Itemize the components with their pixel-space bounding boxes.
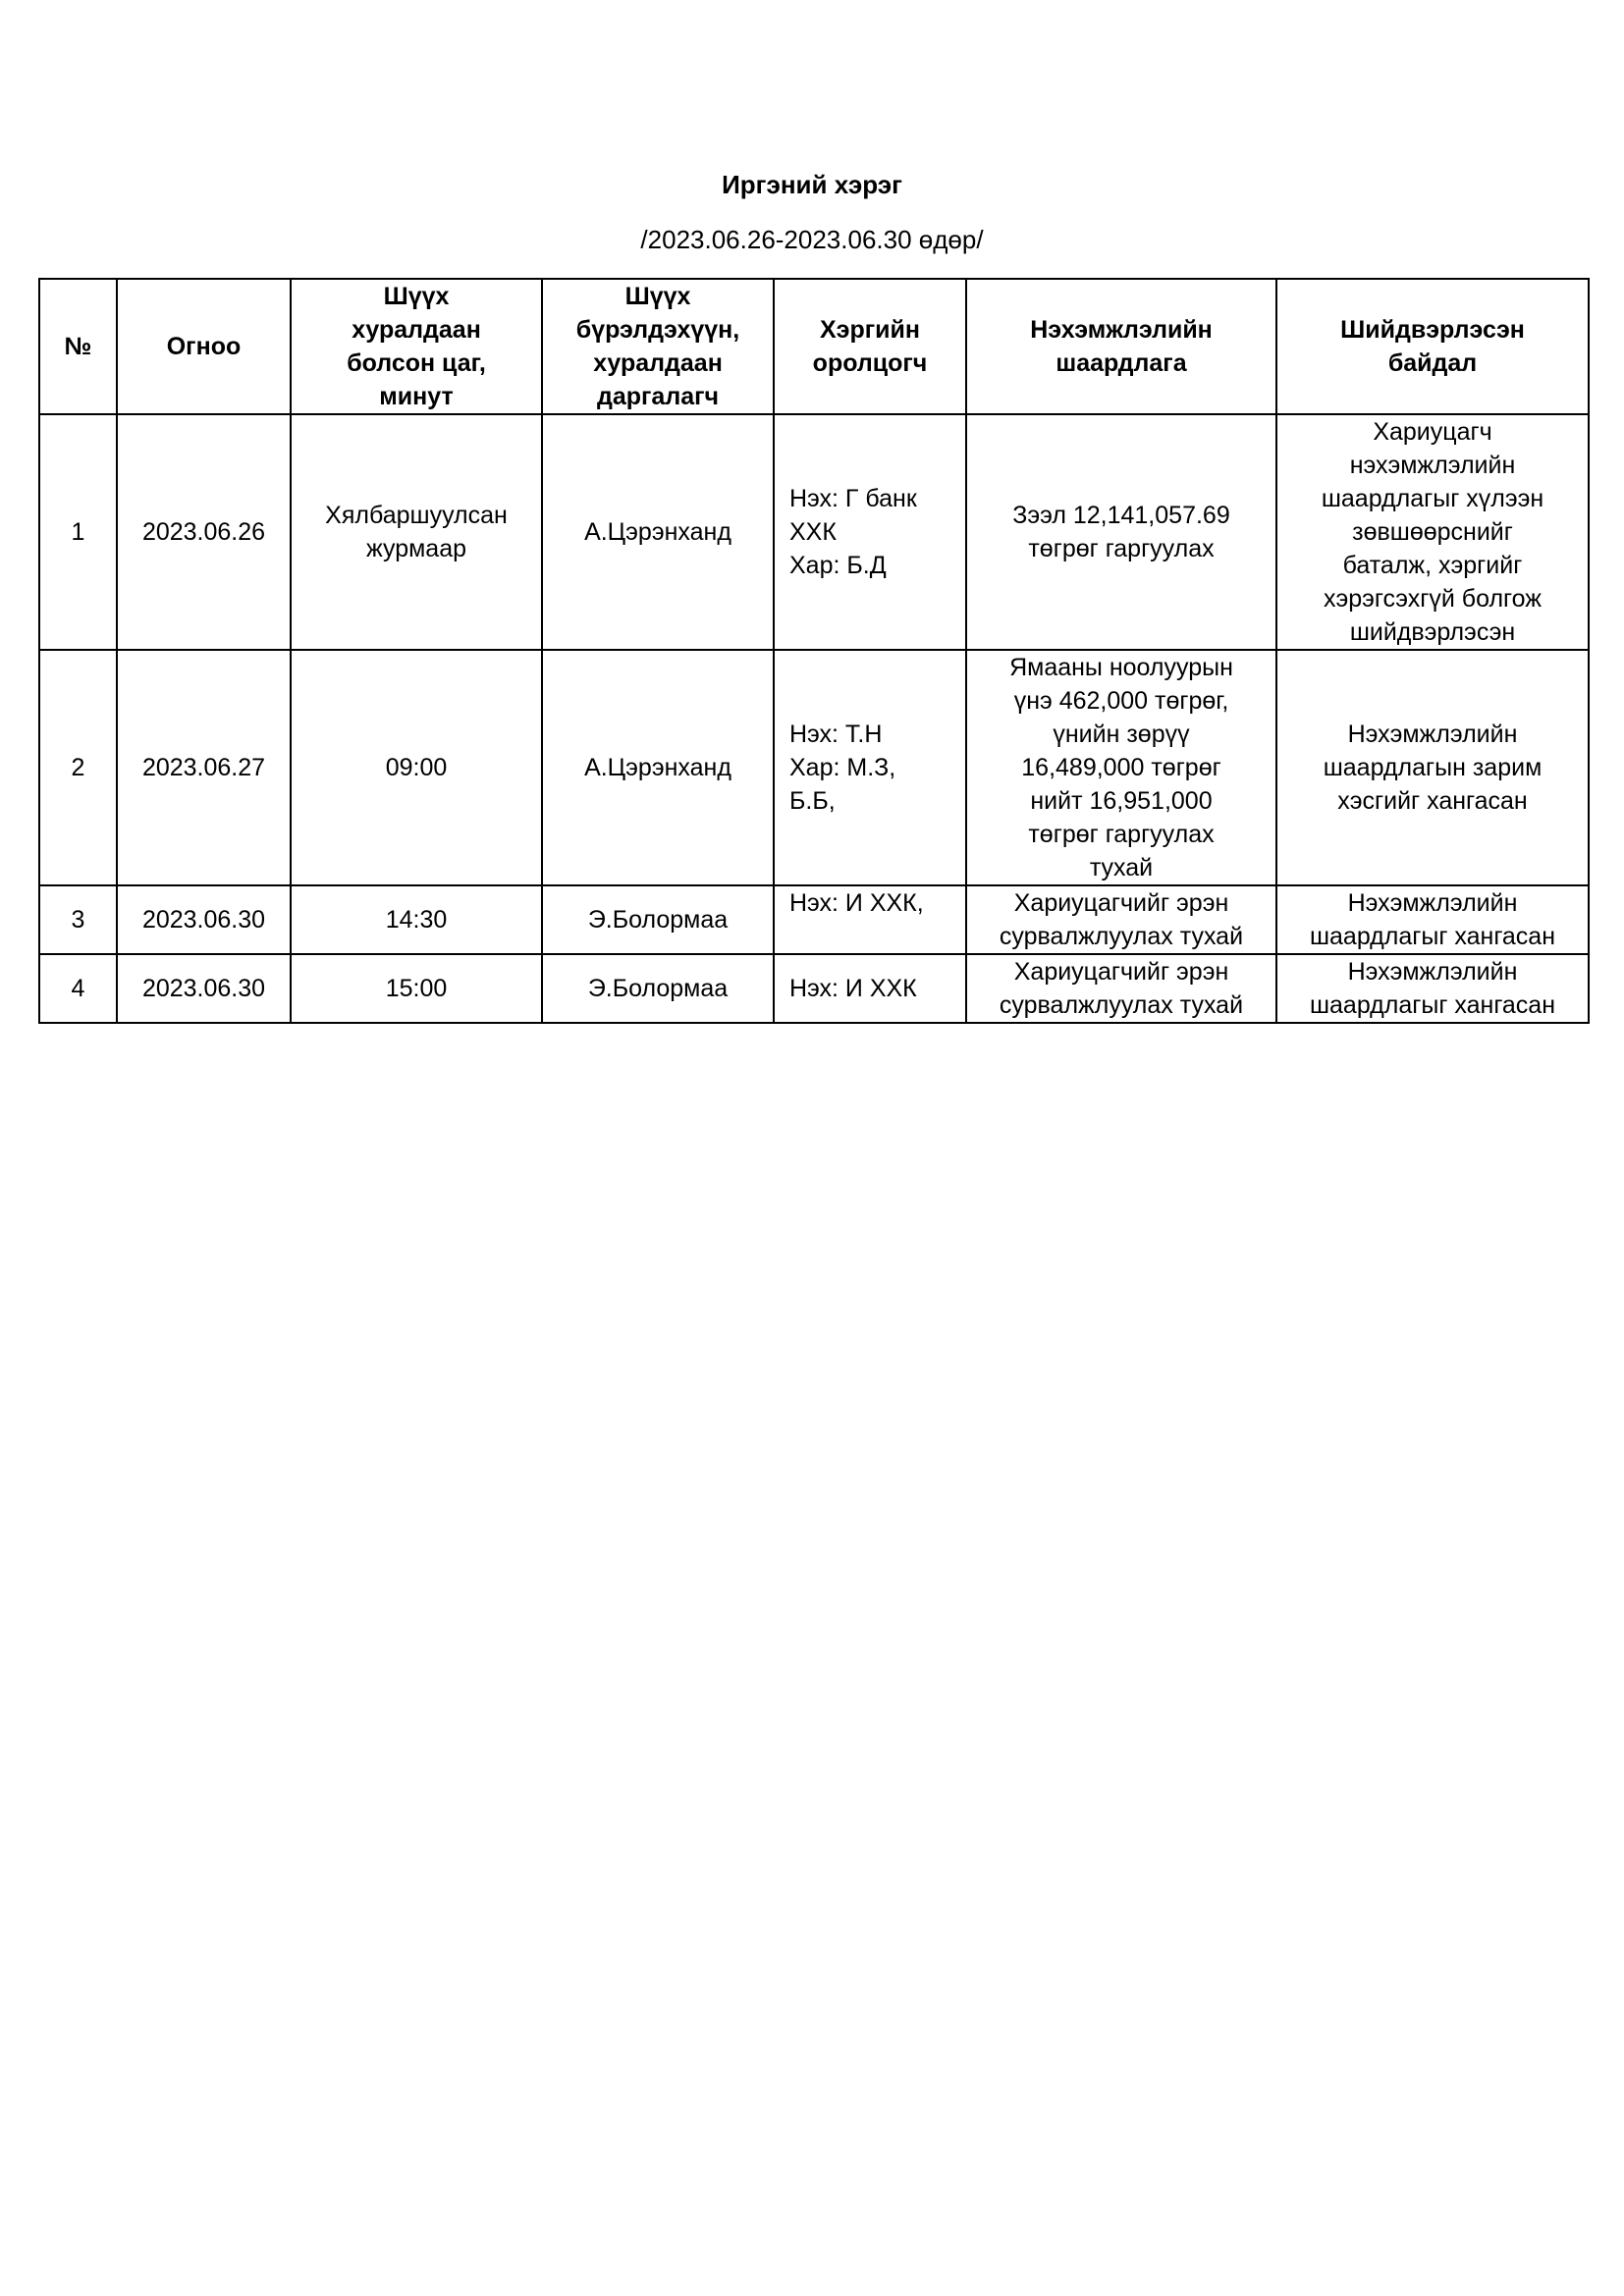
cell-date: 2023.06.30 bbox=[117, 954, 291, 1023]
header-hearing-time: Шүүх хуралдаан болсон цаг, минут bbox=[291, 279, 542, 414]
table-row bbox=[39, 954, 1589, 1023]
cell-parties: Нэх: Г банк ХХК Хар: Б.Д bbox=[774, 414, 966, 650]
cell-date: 2023.06.27 bbox=[117, 650, 291, 885]
cell-number: 2 bbox=[39, 650, 117, 885]
cell-parties: Нэх: И ХХК, bbox=[774, 885, 966, 954]
cell-judge: А.Цэрэнханд bbox=[542, 650, 774, 885]
cell-hearing-time: 14:30 bbox=[291, 885, 542, 954]
cell-claim: Хариуцагчийг эрэн сурвалжлуулах тухай bbox=[966, 954, 1276, 1023]
header-date: Огноо bbox=[117, 279, 291, 414]
cell-number: 4 bbox=[39, 954, 117, 1023]
cell-date: 2023.06.26 bbox=[117, 414, 291, 650]
cell-decision: Нэхэмжлэлийн шаардлагын зарим хэсгийг хангасан bbox=[1276, 650, 1589, 885]
cell-hearing-time: 15:00 bbox=[291, 954, 542, 1023]
cell-date: 2023.06.30 bbox=[117, 885, 291, 954]
table-header-row bbox=[39, 279, 1589, 414]
cell-parties: Нэх: Т.Н Хар: М.З, Б.Б, bbox=[774, 650, 966, 885]
header-claim: Нэхэмжлэлийн шаардлага bbox=[966, 279, 1276, 414]
cell-decision: Хариуцагч нэхэмжлэлийн шаардлагыг хүлээн зөвшөөрснийг баталж, хэргийг хэрэгсэхгүй болгож шийдвэрлэсэн bbox=[1276, 414, 1589, 650]
table-row bbox=[39, 414, 1589, 650]
header-judge: Шүүх бүрэлдэхүүн, хуралдаан даргалагч bbox=[542, 279, 774, 414]
document-title: Иргэний хэрэг bbox=[722, 170, 902, 199]
header-decision: Шийдвэрлэсэн байдал bbox=[1276, 279, 1589, 414]
cell-claim: Хариуцагчийг эрэн сурвалжлуулах тухай bbox=[966, 885, 1276, 954]
header-parties: Хэргийн оролцогч bbox=[774, 279, 966, 414]
table-row bbox=[39, 650, 1589, 885]
cell-judge: Э.Болормаа bbox=[542, 954, 774, 1023]
cell-parties: Нэх: И ХХК bbox=[774, 954, 966, 1023]
cell-claim: Зээл 12,141,057.69 төгрөг гаргуулах bbox=[966, 414, 1276, 650]
cell-judge: Э.Болормаа bbox=[542, 885, 774, 954]
hearing-schedule-table bbox=[38, 278, 1590, 1024]
cell-decision: Нэхэмжлэлийн шаардлагыг хангасан bbox=[1276, 954, 1589, 1023]
cell-judge: А.Цэрэнханд bbox=[542, 414, 774, 650]
cell-number: 3 bbox=[39, 885, 117, 954]
table-row bbox=[39, 885, 1589, 954]
document-date-range: /2023.06.26-2023.06.30 өдөр/ bbox=[640, 225, 984, 254]
cell-number: 1 bbox=[39, 414, 117, 650]
cell-claim: Ямааны ноолуурын үнэ 462,000 төгрөг, үнийн зөрүү 16,489,000 төгрөг нийт 16,951,000 төгрөг гаргуулах тухай bbox=[966, 650, 1276, 885]
cell-hearing-time: 09:00 bbox=[291, 650, 542, 885]
cell-hearing-time: Хялбаршуулсан журмаар bbox=[291, 414, 542, 650]
cell-decision: Нэхэмжлэлийн шаардлагыг хангасан bbox=[1276, 885, 1589, 954]
header-number: № bbox=[39, 279, 117, 414]
